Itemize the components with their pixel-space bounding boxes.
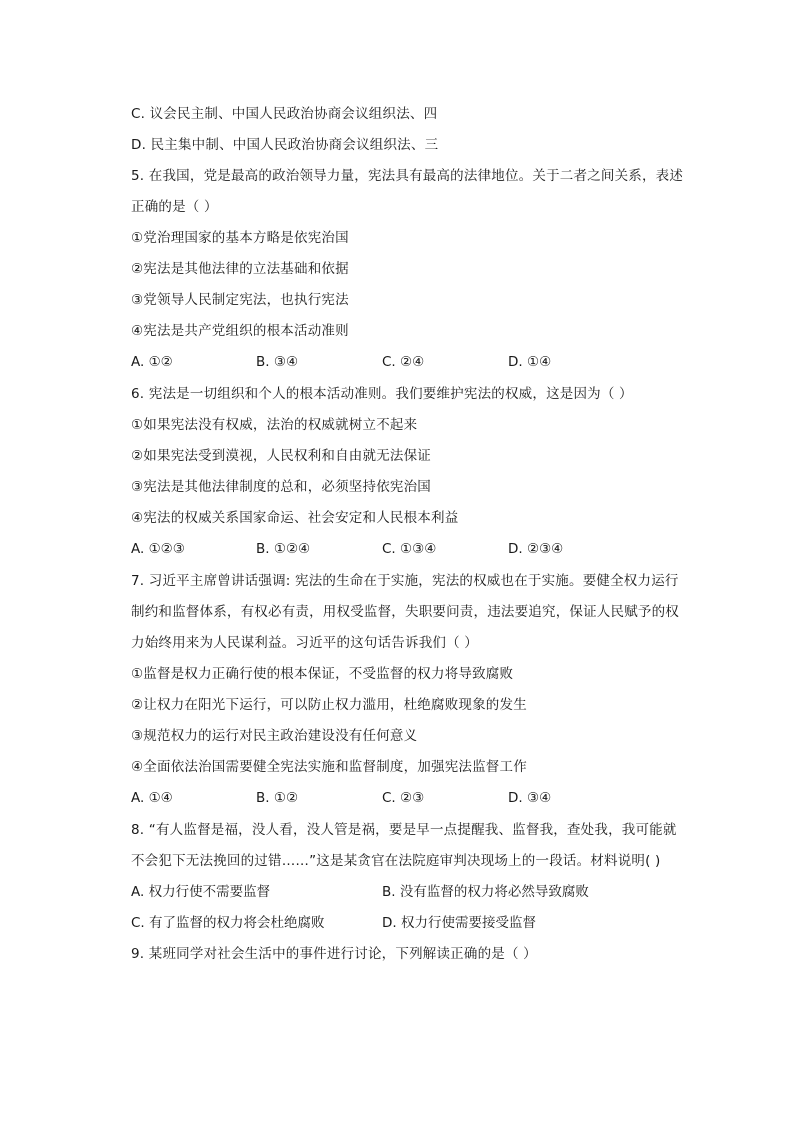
q5-option-d: D. ①④ [508, 354, 552, 370]
q7-statement-1: ①监督是权力正确行使的根本保证，不受监督的权力将导致腐败 [131, 666, 514, 682]
q5-statement-1: ①党治理国家的基本方略是依宪治国 [131, 230, 349, 246]
q5-statement-2: ②宪法是其他法律的立法基础和依据 [131, 261, 349, 277]
option-d-q4: D. 民主集中制、中国人民政治协商会议组织法、三 [131, 137, 439, 153]
q6-option-b: B. ①②④ [256, 541, 311, 557]
q5-option-a: A. ①② [131, 354, 173, 370]
question-7-stem-cont-1: 制约和监督体系，有权必有责，用权受监督，失职要问责，违法要追究，保证人民赋予的权 [131, 604, 679, 620]
q7-option-c: C. ②③ [382, 790, 425, 806]
q7-option-a: A. ①④ [131, 790, 173, 806]
q7-statement-3: ③规范权力的运行对民主政治建设没有任何意义 [131, 728, 418, 744]
q6-statement-3: ③宪法是其他法律制度的总和，必须坚持依宪治国 [131, 479, 432, 495]
q8-option-c: C. 有了监督的权力将会杜绝腐败 [131, 915, 325, 931]
q6-option-c: C. ①③④ [382, 541, 437, 557]
question-6-stem: 6. 宪法是一切组织和个人的根本活动准则。我们要维护宪法的权威，这是因为（ ） [131, 386, 633, 402]
q6-option-a: A. ①②③ [131, 541, 185, 557]
q7-option-b: B. ①② [256, 790, 299, 806]
q5-statement-3: ③党领导人民制定宪法，也执行宪法 [131, 292, 349, 308]
q7-statement-4: ④全面依法治国需要健全宪法实施和监督制度，加强宪法监督工作 [131, 759, 527, 775]
q6-statement-1: ①如果宪法没有权威，法治的权威就树立不起来 [131, 417, 418, 433]
question-5-stem: 5. 在我国，党是最高的政治领导力量，宪法具有最高的法律地位。关于二者之间关系，表述 [131, 168, 684, 184]
q5-option-b: B. ③④ [256, 354, 299, 370]
question-9-stem: 9. 某班同学对社会生活中的事件进行讨论，下列解读正确的是（ ） [131, 946, 537, 962]
q6-statement-2: ②如果宪法受到漠视，人民权利和自由就无法保证 [131, 448, 432, 464]
q7-option-d: D. ③④ [508, 790, 552, 806]
question-7-stem-cont-2: 力始终用来为人民谋利益。习近平的这句话告诉我们（ ） [131, 635, 478, 651]
question-7-stem: 7. 习近平主席曾讲话强调: 宪法的生命在于实施，宪法的权威也在于实施。要健全权力运行 [131, 573, 679, 589]
q7-statement-2: ②让权力在阳光下运行，可以防止权力滥用，杜绝腐败现象的发生 [131, 697, 527, 713]
question-5-stem-cont: 正确的是（ ） [131, 199, 218, 215]
option-c-q4: C. 议会民主制、中国人民政治协商会议组织法、四 [131, 106, 438, 122]
q8-option-a: A. 权力行使不需要监督 [131, 884, 271, 900]
q5-statement-4: ④宪法是共产党组织的根本活动准则 [131, 323, 349, 339]
q5-option-c: C. ②④ [382, 354, 425, 370]
question-8-stem-cont: 不会犯下无法挽回的过错……”这是某贪官在法院庭审判决现场上的一段话。材料说明( ) [131, 853, 661, 869]
q8-option-b: B. 没有监督的权力将必然导致腐败 [382, 884, 589, 900]
question-8-stem: 8. “有人监督是福，没人看，没人管是祸，要是早一点提醒我、监督我，查处我，我可能就 [131, 822, 677, 838]
q6-statement-4: ④宪法的权威关系国家命运、社会安定和人民根本利益 [131, 510, 459, 526]
q6-option-d: D. ②③④ [508, 541, 564, 557]
q8-option-d: D. 权力行使需要接受监督 [382, 915, 536, 931]
